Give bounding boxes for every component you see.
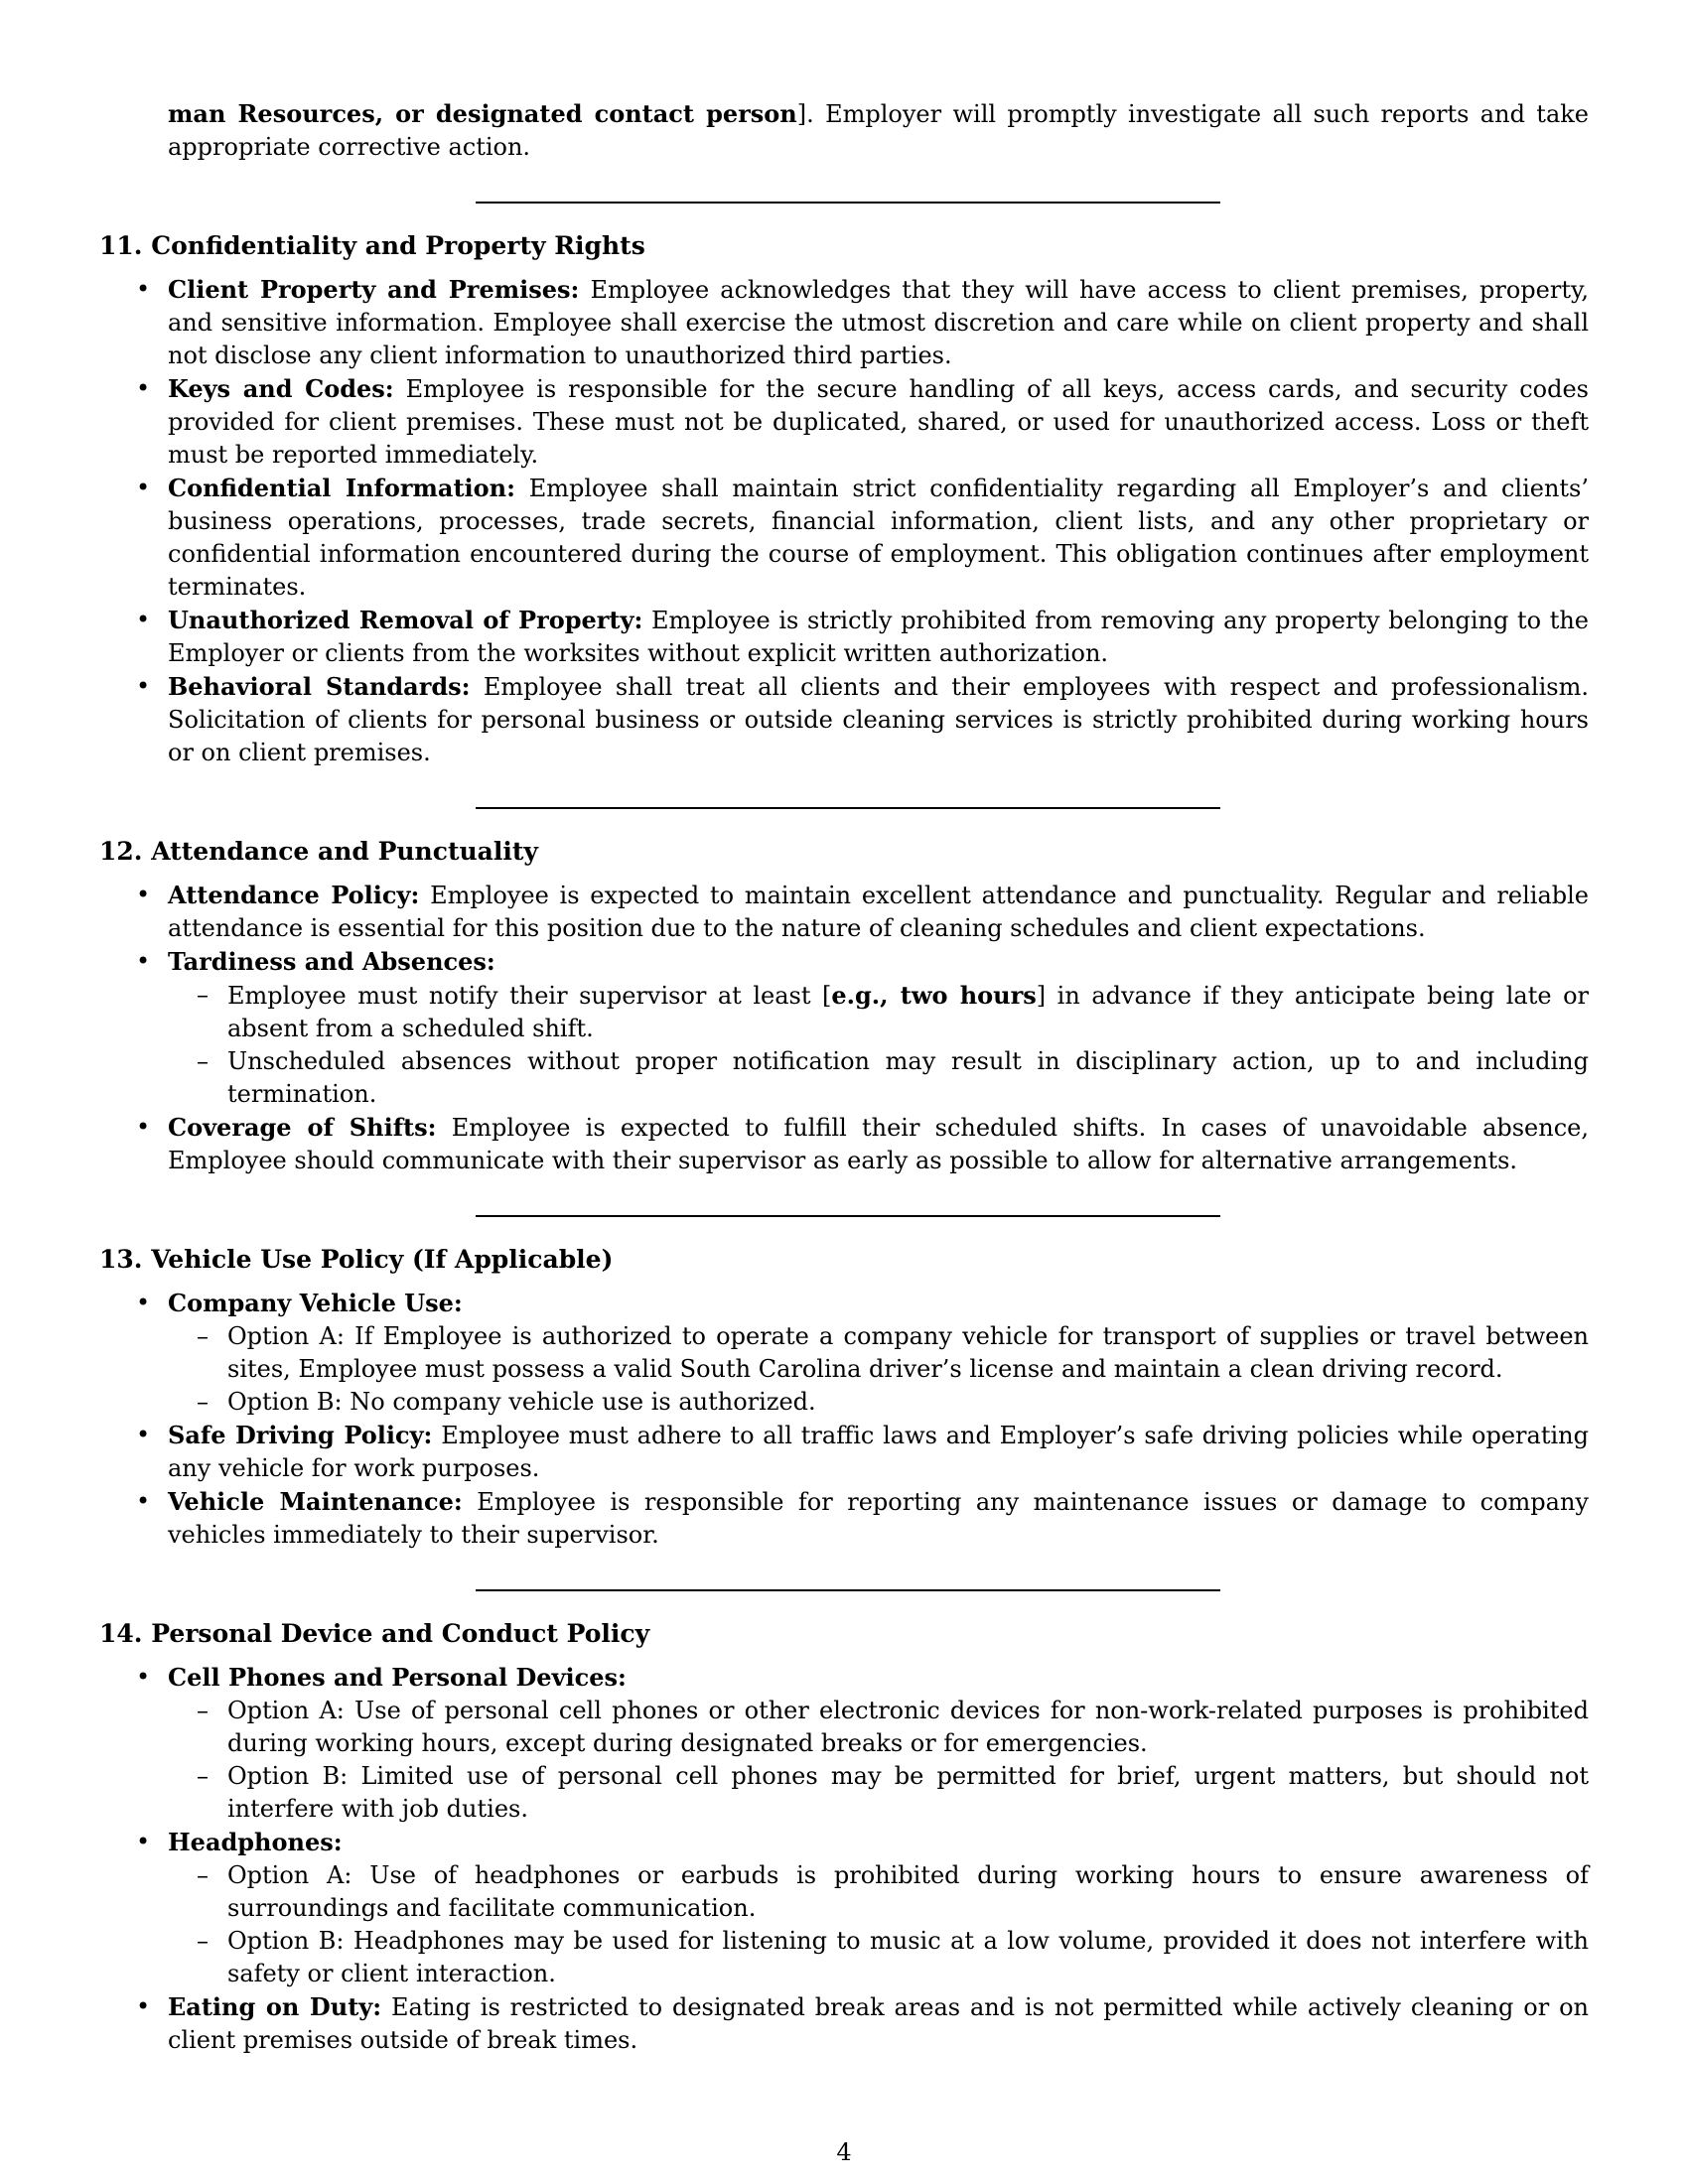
sub-item-text: Option B: Headphones may be used for listening to music at a low volume, provided it does not interfere with safety or client interaction. [227,1927,1589,1987]
bullet-list [99,1661,1589,2057]
bold-phrase: man Resources, or designated contact person [168,99,797,128]
sub-list-item [168,1045,1589,1111]
item-text: Employee must adhere to all traffic laws and Employer’s safe driving policies while operating any vehicle for work purposes. [168,1422,1589,1482]
section-heading: 12. Attendance and Punctuality [99,837,538,866]
section-divider [476,807,1220,809]
item-label: Confidential Information: [168,474,515,502]
sub-list [168,1695,1589,1826]
section-divider [476,1215,1220,1217]
list-item [99,1111,1589,1177]
item-text: Employee acknowledges that they will have access to client premises, property, and sensitive information. Employee shall exercise the utmost discretion and care while on client property and shall not disclose any client information to unauthorized third parties. [168,276,1589,369]
item-label: Client Property and Premises: [168,275,580,304]
item-label: Keys and Codes: [168,374,394,403]
item-label: Behavioral Standards: [168,672,471,701]
item-label: Company Vehicle Use: [168,1289,463,1317]
item-text: Employee is strictly prohibited from removing any property belonging to the Employer or clients from the worksites without explicit written authorization. [168,607,1589,667]
sub-item-text: Option B: No company vehicle use is authorized. [227,1388,816,1416]
item-label: Unauthorized Removal of Property: [168,606,643,634]
list-item [99,879,1589,945]
item-label: Headphones: [168,1828,343,1856]
continued-paragraph [99,97,1589,164]
list-item [99,472,1589,604]
list-item [99,372,1589,472]
document-page [99,97,1589,2057]
sub-list-item [168,1925,1589,1990]
sub-list-item [168,979,1589,1045]
section-divider [476,202,1220,204]
item-label: Eating on Duty: [168,1992,382,2021]
list-item [99,1826,1589,1990]
item-text: Employee is responsible for the secure handling of all keys, access cards, and security codes provided for client premises. These must not be duplicated, shared, or used for unauthorized access. Loss or theft must be reported immediately. [168,375,1589,469]
list-item [99,604,1589,670]
item-label: Tardiness and Absences: [168,947,495,976]
sub-list-item [168,1760,1589,1826]
sub-item-text-end: ] in advance if they anticipate being late or absent from a scheduled shift. [227,982,1589,1042]
section-heading: 14. Personal Device and Conduct Policy [99,1619,650,1648]
section-divider [476,1589,1220,1591]
item-text: Employee is expected to fulfill their scheduled shifts. In cases of unavoidable absence, Employee should communicate with their supervisor as early as possible to allow for alternative arrangements. [168,1114,1589,1174]
bullet-list [99,1287,1589,1552]
bullet-list [99,273,1589,769]
item-text: Employee is expected to maintain excellent attendance and punctuality. Regular and reliable attendance is essential for this position due to the nature of cleaning schedules and client expectations. [168,882,1589,942]
sub-list-item [168,1386,1589,1419]
item-label: Coverage of Shifts: [168,1113,437,1142]
item-label: Cell Phones and Personal Devices: [168,1663,627,1692]
section-heading: 13. Vehicle Use Policy (If Applicable) [99,1245,614,1274]
list-item [99,1485,1589,1552]
list-item [99,945,1589,1111]
sub-list-item [168,1320,1589,1386]
sub-item-text: Employee must notify their supervisor at least [ [227,982,832,1010]
sub-list [168,1320,1589,1419]
sections-container [99,202,1589,2057]
sub-item-text: Unscheduled absences without proper notification may result in disciplinary action, up to and including termination. [227,1047,1589,1108]
item-text: Employee shall maintain strict confidentiality regarding all Employer’s and clients’ business operations, processes, trade secrets, financial information, client lists, and any other proprietary or confidential information encountered during the course of employment. This obligation continues after employment terminates. [168,475,1590,601]
sub-item-bold: e.g., two hours [831,981,1037,1010]
item-label: Vehicle Maintenance: [168,1487,463,1516]
sub-list [168,979,1589,1111]
list-item [99,1661,1589,1826]
list-item [99,1419,1589,1485]
list-item [99,273,1589,372]
list-item [99,1287,1589,1419]
item-label: Safe Driving Policy: [168,1421,433,1449]
list-item [99,670,1589,769]
sub-item-text: Option B: Limited use of personal cell phones may be permitted for brief, urgent matters, but should not interfere with job duties. [227,1762,1589,1823]
paragraph-text: ]. Employer will promptly investigate all such reports and take appropriate corrective action. [168,100,1589,161]
item-text: Employee is responsible for reporting any maintenance issues or damage to company vehicles immediately to their supervisor. [168,1488,1589,1549]
item-label: Attendance Policy: [168,881,420,909]
sub-list-item [168,1859,1589,1925]
sub-item-text: Option A: Use of personal cell phones or other electronic devices for non-work-related purposes is prohibited during working hours, except during designated breaks or for emergencies. [227,1697,1589,1757]
sub-list-item [168,1695,1589,1760]
sub-item-text: Option A: If Employee is authorized to operate a company vehicle for transport of supplies or travel between sites, Employee must possess a valid South Carolina driver’s license and maintain a clean driving record. [227,1322,1589,1383]
item-text: Employee shall treat all clients and their employees with respect and professionalism. Solicitation of clients for personal business or outside cleaning services is strictly prohibited during working hours or on client premises. [168,673,1589,766]
sub-list [168,1859,1589,1990]
item-text: Eating is restricted to designated break areas and is not permitted while actively cleaning or on client premises outside of break times. [168,1993,1589,2054]
bullet-list [99,879,1589,1177]
sub-item-text: Option A: Use of headphones or earbuds is prohibited during working hours to ensure awareness of surroundings and facilitate communication. [227,1861,1589,1922]
section-heading: 11. Confidentiality and Property Rights [99,231,645,260]
page-number: 4 [836,2138,852,2166]
list-item [99,1990,1589,2057]
